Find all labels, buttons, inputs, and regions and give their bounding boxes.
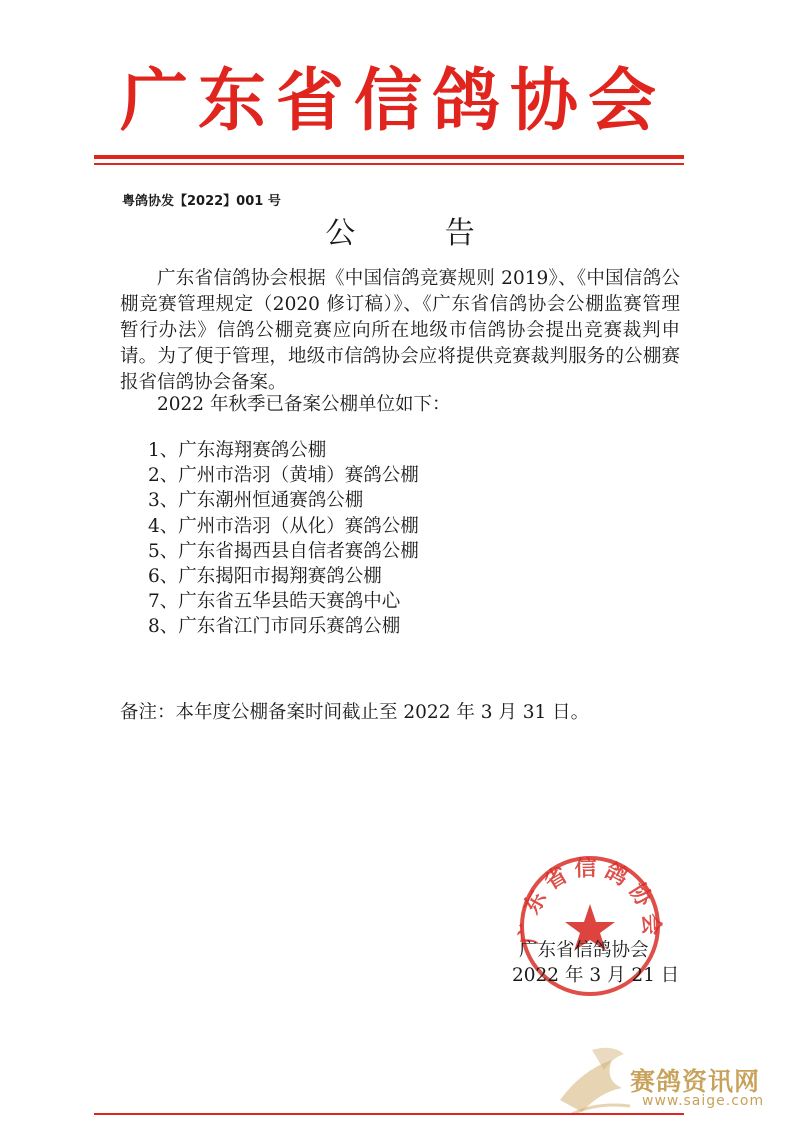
list-item: 7、广东省五华县皓天赛鸽中心 [148,591,401,613]
loft-list [148,438,419,640]
watermark-site-name: 赛鸽资讯网 [630,1067,761,1096]
list-item: 4、广州市浩羽（从化）赛鸽公棚 [148,515,419,537]
list-intro: 2022 年秋季已备案公棚单位如下： [157,394,451,415]
list-item: 2、广州市浩羽（黄埔）赛鸽公棚 [148,465,419,487]
seal-text: 广东省信鸽协会 [516,855,664,945]
signature-date: 2022 年 3 月 21 日 [512,965,680,986]
list-item: 6、广东揭阳市揭翔赛鸽公棚 [148,565,382,587]
remark: 备注：本年度公棚备案时间截止至 2022 年 3 月 31 日。 [120,702,590,723]
body-paragraph: 广东省信鸽协会根据《中国信鸽竞赛规则 2019》、《中国信鸽公棚竞赛管理规定（2020 修订稿）》、《广东省信鸽协会公棚监赛管理暂行办法》信鸽公棚竞赛应向所在地级市信鸽协会提出竞赛裁判申请。为了便于管理，地级市信鸽协会应将提供竞赛裁判服务的公棚赛报省信鸽协会备案。 [120,268,680,393]
notice-title: 公 告 [325,216,515,251]
letterhead-title: 广东省信鸽协会 [120,62,667,141]
list-item: 3、广东潮州恒通赛鸽公棚 [148,490,364,512]
list-item: 8、广东省江门市同乐赛鸽公棚 [148,616,401,638]
list-item: 1、广东海翔赛鸽公棚 [148,440,327,461]
signature-organization: 广东省信鸽协会 [519,940,649,961]
watermark-url: www.saige.com [642,1093,765,1109]
footer-rule [94,1113,684,1115]
document-number: 粤鸽协发【2022】001 号 [122,194,281,209]
letterhead-rule-thin [94,163,684,165]
list-item: 5、广东省揭西县自信者赛鸽公棚 [148,540,419,562]
letterhead-rule-thick [94,155,684,159]
